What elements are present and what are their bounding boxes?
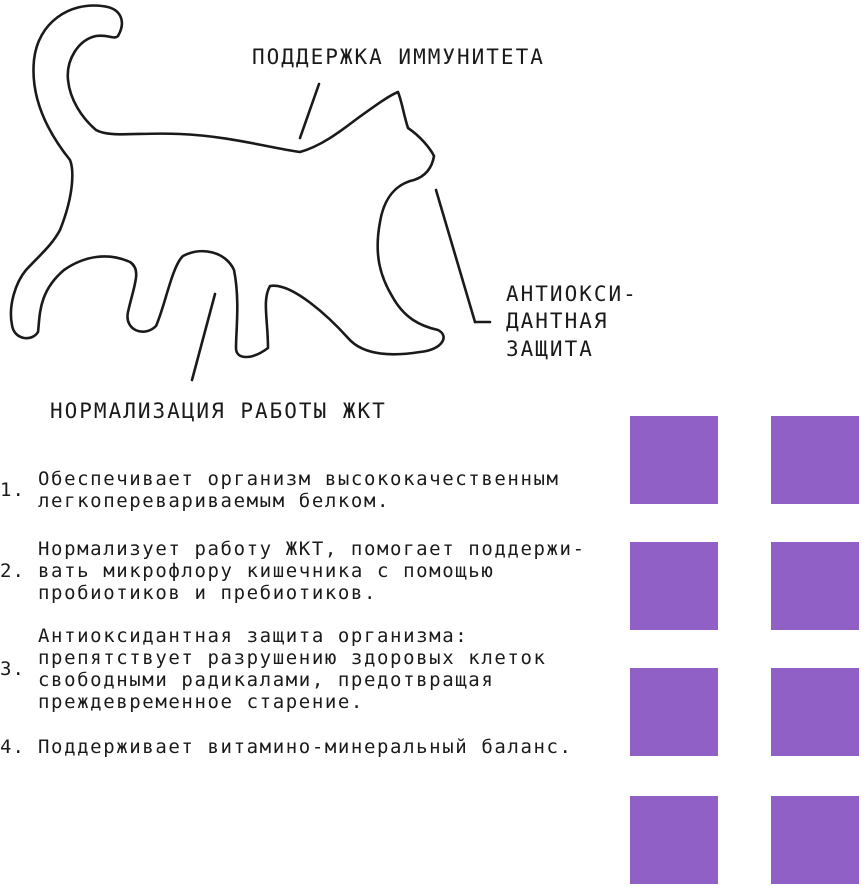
gut-label: НОРМАЛИЗАЦИЯ РАБОТЫ ЖКТ — [50, 399, 387, 423]
decorative-square — [630, 668, 718, 756]
decorative-square — [630, 796, 718, 884]
benefit-number: 4. — [0, 736, 25, 758]
immunity-pointer-line — [300, 84, 319, 138]
benefit-text: Антиоксидантная защита организма: препятствует разрушению здоровых клеток свободными радикалами, предотвращая преждевременное старение. — [38, 625, 547, 713]
immunity-label: ПОДДЕРЖКА ИММУНИТЕТА — [252, 45, 545, 69]
benefit-item — [0, 736, 640, 758]
decorative-square — [630, 542, 718, 630]
decorative-square — [771, 796, 859, 884]
decorative-square — [771, 668, 859, 756]
gut-pointer-line — [192, 294, 215, 380]
benefit-item — [0, 468, 640, 512]
benefit-number: 2. — [0, 560, 25, 582]
antioxidant-pointer-line — [436, 190, 475, 322]
antioxidant-label: АНТИОКСИ- ДАНТНАЯ ЗАЩИТА — [506, 282, 638, 361]
decorative-square — [771, 416, 859, 504]
benefit-item — [0, 538, 640, 604]
benefit-text: Обеспечивает организм высококачественным легкоперевариваемым белком. — [38, 468, 560, 512]
decorative-square — [771, 542, 859, 630]
benefit-text: Поддерживает витамино-минеральный баланс. — [38, 736, 573, 758]
benefit-text: Нормализует работу ЖКТ, помогает поддержи- вать микрофлору кишечника с помощью пробиотиков и пребиотиков. — [38, 538, 586, 604]
benefit-item — [0, 625, 640, 713]
decorative-square — [630, 416, 718, 504]
benefit-number: 1. — [0, 479, 25, 501]
benefit-number: 3. — [0, 658, 25, 680]
